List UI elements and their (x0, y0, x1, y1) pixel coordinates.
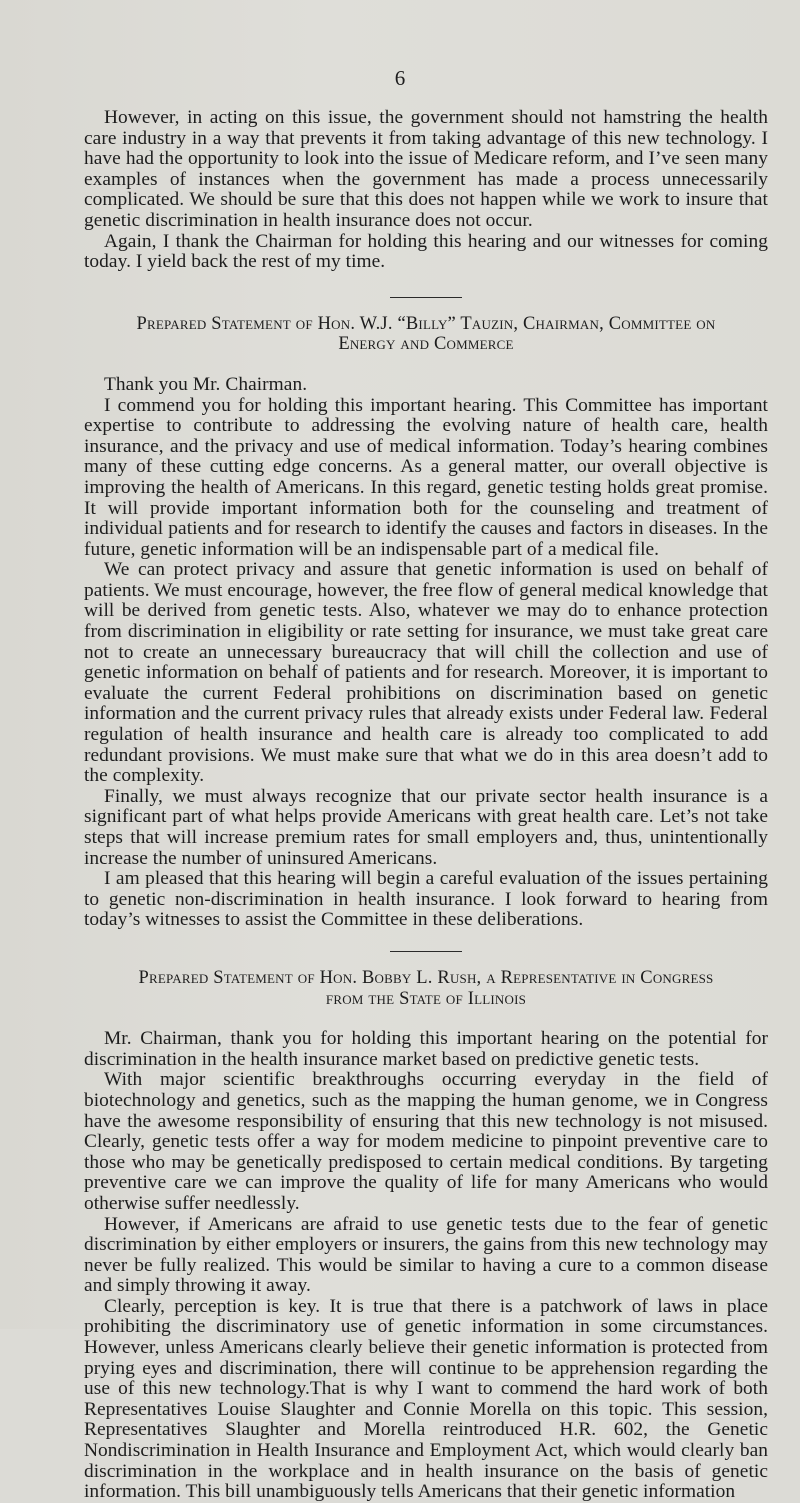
heading-line: Prepared Statement of Hon. Bobby L. Rush, a Representative in Congress (138, 967, 714, 988)
paragraph: I am pleased that this hearing will begin a careful evaluation of the issues pertaining to genetic non-discrimination in health insurance. I look forward to hearing from today’s witnesses to assist the Committee in these deliberations. (84, 868, 768, 931)
paragraph: Thank you Mr. Chairman. (104, 373, 308, 395)
paragraph: Finally, we must always recognize that our private sector health insurance is a significant part of what helps provide Americans with great health care. Let’s not take steps that will increase premium rates for small employers and, thus, unintentionally increase the number of uninsured Americans. (84, 785, 768, 869)
paragraph: Mr. Chairman, thank you for holding this important hearing on the potential for discrimination in the health insurance market based on predictive genetic tests. (84, 1028, 768, 1070)
statement-heading-rush (84, 968, 768, 1009)
section-divider (390, 297, 462, 298)
section-divider (390, 951, 462, 952)
paragraph: However, if Americans are afraid to use genetic tests due to the fear of genetic discrimination by either employers or insurers, the gains from this new technology may never be fully realized. This would be similar to having a cure to a common disease and simply throwing it away. (84, 1213, 768, 1297)
heading-line: Prepared Statement of Hon. W.J. “Billy” Tauzin, Chairman, Committee on (136, 313, 716, 334)
heading-line: Energy and Commerce (338, 334, 514, 355)
paragraph: However, in acting on this issue, the government should not hamstring the health care industry in a way that prevents it from taking advantage of this new technology. I have had the opportunity to look into the issue of Medicare reform, and I’ve seen many examples of instances when the government has made a process unnecessarily complicated. We should be sure that this does not happen while we work to insure that genetic discrimination in health insurance does not occur. (84, 107, 768, 231)
statement-heading-tauzin (84, 314, 768, 355)
page-number: 6 (394, 66, 406, 90)
paragraph: I commend you for holding this important hearing. This Committee has important expertise to contribute to addressing the evolving nature of health care, health insurance, and the privacy and use of medical information. Today’s hearing combines many of these cutting edge concerns. As a general matter, our overall objective is improving the health of Americans. In this regard, genetic testing holds great promise. It will provide important information both for the counseling and treatment of individual patients and for research to identify the causes and factors in diseases. In the future, genetic information will be an indispensable part of a medical file. (84, 394, 768, 560)
paragraph: We can protect privacy and assure that genetic information is used on behalf of patients. We must encourage, however, the free flow of general medical knowledge that will be derived from genetic tests. Also, whatever we may do to enhance protection from discrimination in eligibility or rate setting for insurance, we must take great care not to create an unnecessary bureaucracy that will chill the collection and use of genetic information on behalf of patients and for research. Moreover, it is important to evaluate the current Federal prohibitions on discrimination based on genetic information and the current privacy rules that already exists under Federal law. Federal regulation of health insurance and health care is already too complicated to add redundant provisions. We must make sure that what we do in this area doesn’t add to the complexity. (84, 559, 768, 787)
document-body (84, 108, 768, 1503)
paragraph: With major scientific breakthroughs occurring everyday in the field of biotechnology and genetics, such as the mapping the human genome, we in Congress have the awesome responsibility of ensuring that this new technology is not misused. Clearly, genetic tests offer a way for modem medicine to pinpoint preventive care to those who may be genetically predisposed to certain medical conditions. By targeting preventive care we can improve the quality of life for many Americans who would otherwise suffer needlessly. (84, 1069, 768, 1214)
paragraph: Clearly, perception is key. It is true that there is a patchwork of laws in place prohibiting the discriminatory use of genetic information in some circumstances. However, unless Americans clearly believe their genetic information is protected from prying eyes and discrimination, there will continue to be apprehension regarding the use of this new technology.That is why I want to commend the hard work of both Representatives Louise Slaughter and Connie Morella on this topic. This session, Representatives Slaughter and Morella reintroduced H.R. 602, the Genetic Nondiscrimination in Health Insurance and Employment Act, which would clearly ban discrimination in the workplace and in health insurance on the basis of genetic information. This bill unambiguously tells Americans that their genetic information (84, 1295, 768, 1503)
heading-line: from the State of Illinois (325, 988, 527, 1009)
paragraph: Again, I thank the Chairman for holding this hearing and our witnesses for coming today. I yield back the rest of my time. (84, 230, 768, 273)
